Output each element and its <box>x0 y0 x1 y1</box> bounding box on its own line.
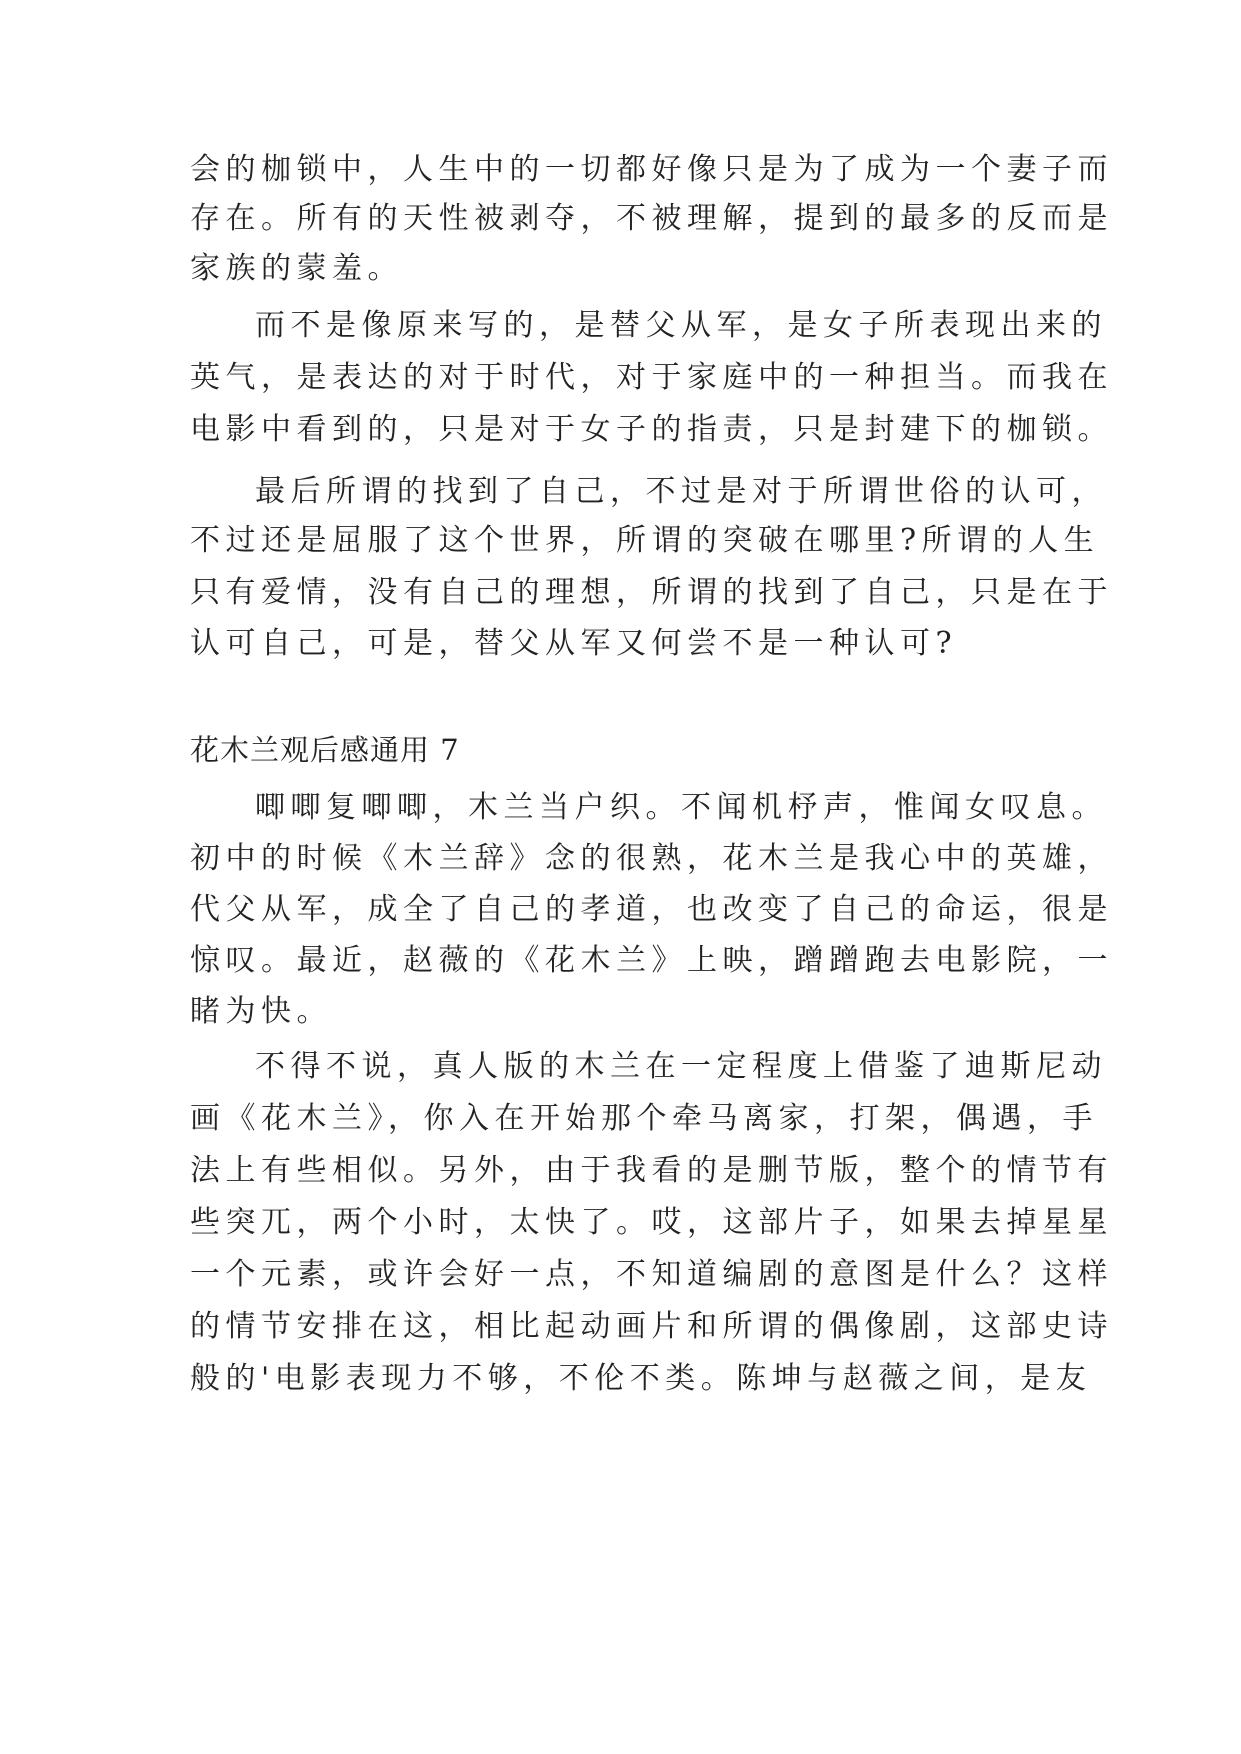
paragraph-2-line-3: 电影中看到的，只是对于女子的指责，只是封建下的枷锁。 <box>190 412 1113 447</box>
paragraph-1-line-3: 家族的蒙羞。 <box>190 251 403 286</box>
paragraph-3-line-1: 最后所谓的找到了自己，不过是对于所谓世俗的认可， <box>255 474 1107 509</box>
paragraph-2-line-2: 英气，是表达的对于时代，对于家庭中的一种担当。而我在 <box>190 360 1113 395</box>
paragraph-3-line-3: 只有爱情，没有自己的理想，所谓的找到了自己，只是在于 <box>190 575 1113 610</box>
paragraph-5-line-3: 法上有些相似。另外，由于我看的是删节版，整个的情节有 <box>190 1153 1113 1188</box>
paragraph-4-line-2: 初中的时候《木兰辞》念的很熟，花木兰是我心中的英雄， <box>190 841 1113 876</box>
section-title: 花木兰观后感通用 7 <box>190 733 460 767</box>
paragraph-5-line-2: 画《花木兰》，你入在开始那个牵马离家，打架，偶遇，手 <box>190 1101 1098 1136</box>
paragraph-2-line-1: 而不是像原来写的，是替父从军，是女子所表现出来的 <box>255 308 1107 343</box>
paragraph-5-line-6: 的情节安排在这，相比起动画片和所谓的偶像剧，这部史诗 <box>190 1309 1113 1344</box>
paragraph-5-line-5: 一个元素，或许会好一点，不知道编剧的意图是什么？这样 <box>190 1257 1113 1292</box>
paragraph-1-line-1: 会的枷锁中，人生中的一切都好像只是为了成为一个妻子而 <box>190 152 1113 187</box>
paragraph-4-line-3: 代父从军，成全了自己的孝道，也改变了自己的命运，很是 <box>190 892 1113 927</box>
paragraph-4-line-1: 唧唧复唧唧，木兰当户织。不闻机杼声，惟闻女叹息。 <box>255 790 1107 825</box>
paragraph-4-line-4: 惊叹。最近，赵薇的《花木兰》上映，蹭蹭跑去电影院，一 <box>190 943 1113 978</box>
paragraph-5-line-7: 般的'电影表现力不够，不伦不类。陈坤与赵薇之间，是友 <box>190 1361 1092 1396</box>
paragraph-4-line-5: 睹为快。 <box>190 994 332 1029</box>
paragraph-1-line-2: 存在。所有的天性被剥夺，不被理解，提到的最多的反而是 <box>190 201 1113 236</box>
paragraph-3-line-4: 认可自己，可是，替父从军又何尝不是一种认可? <box>190 626 958 661</box>
paragraph-3-line-2: 不过还是屈服了这个世界，所谓的突破在哪里?所谓的人生 <box>190 523 1100 558</box>
paragraph-5-line-1: 不得不说，真人版的木兰在一定程度上借鉴了迪斯尼动 <box>255 1049 1107 1084</box>
paragraph-5-line-4: 些突兀，两个小时，太快了。哎，这部片子，如果去掉星星 <box>190 1205 1113 1240</box>
